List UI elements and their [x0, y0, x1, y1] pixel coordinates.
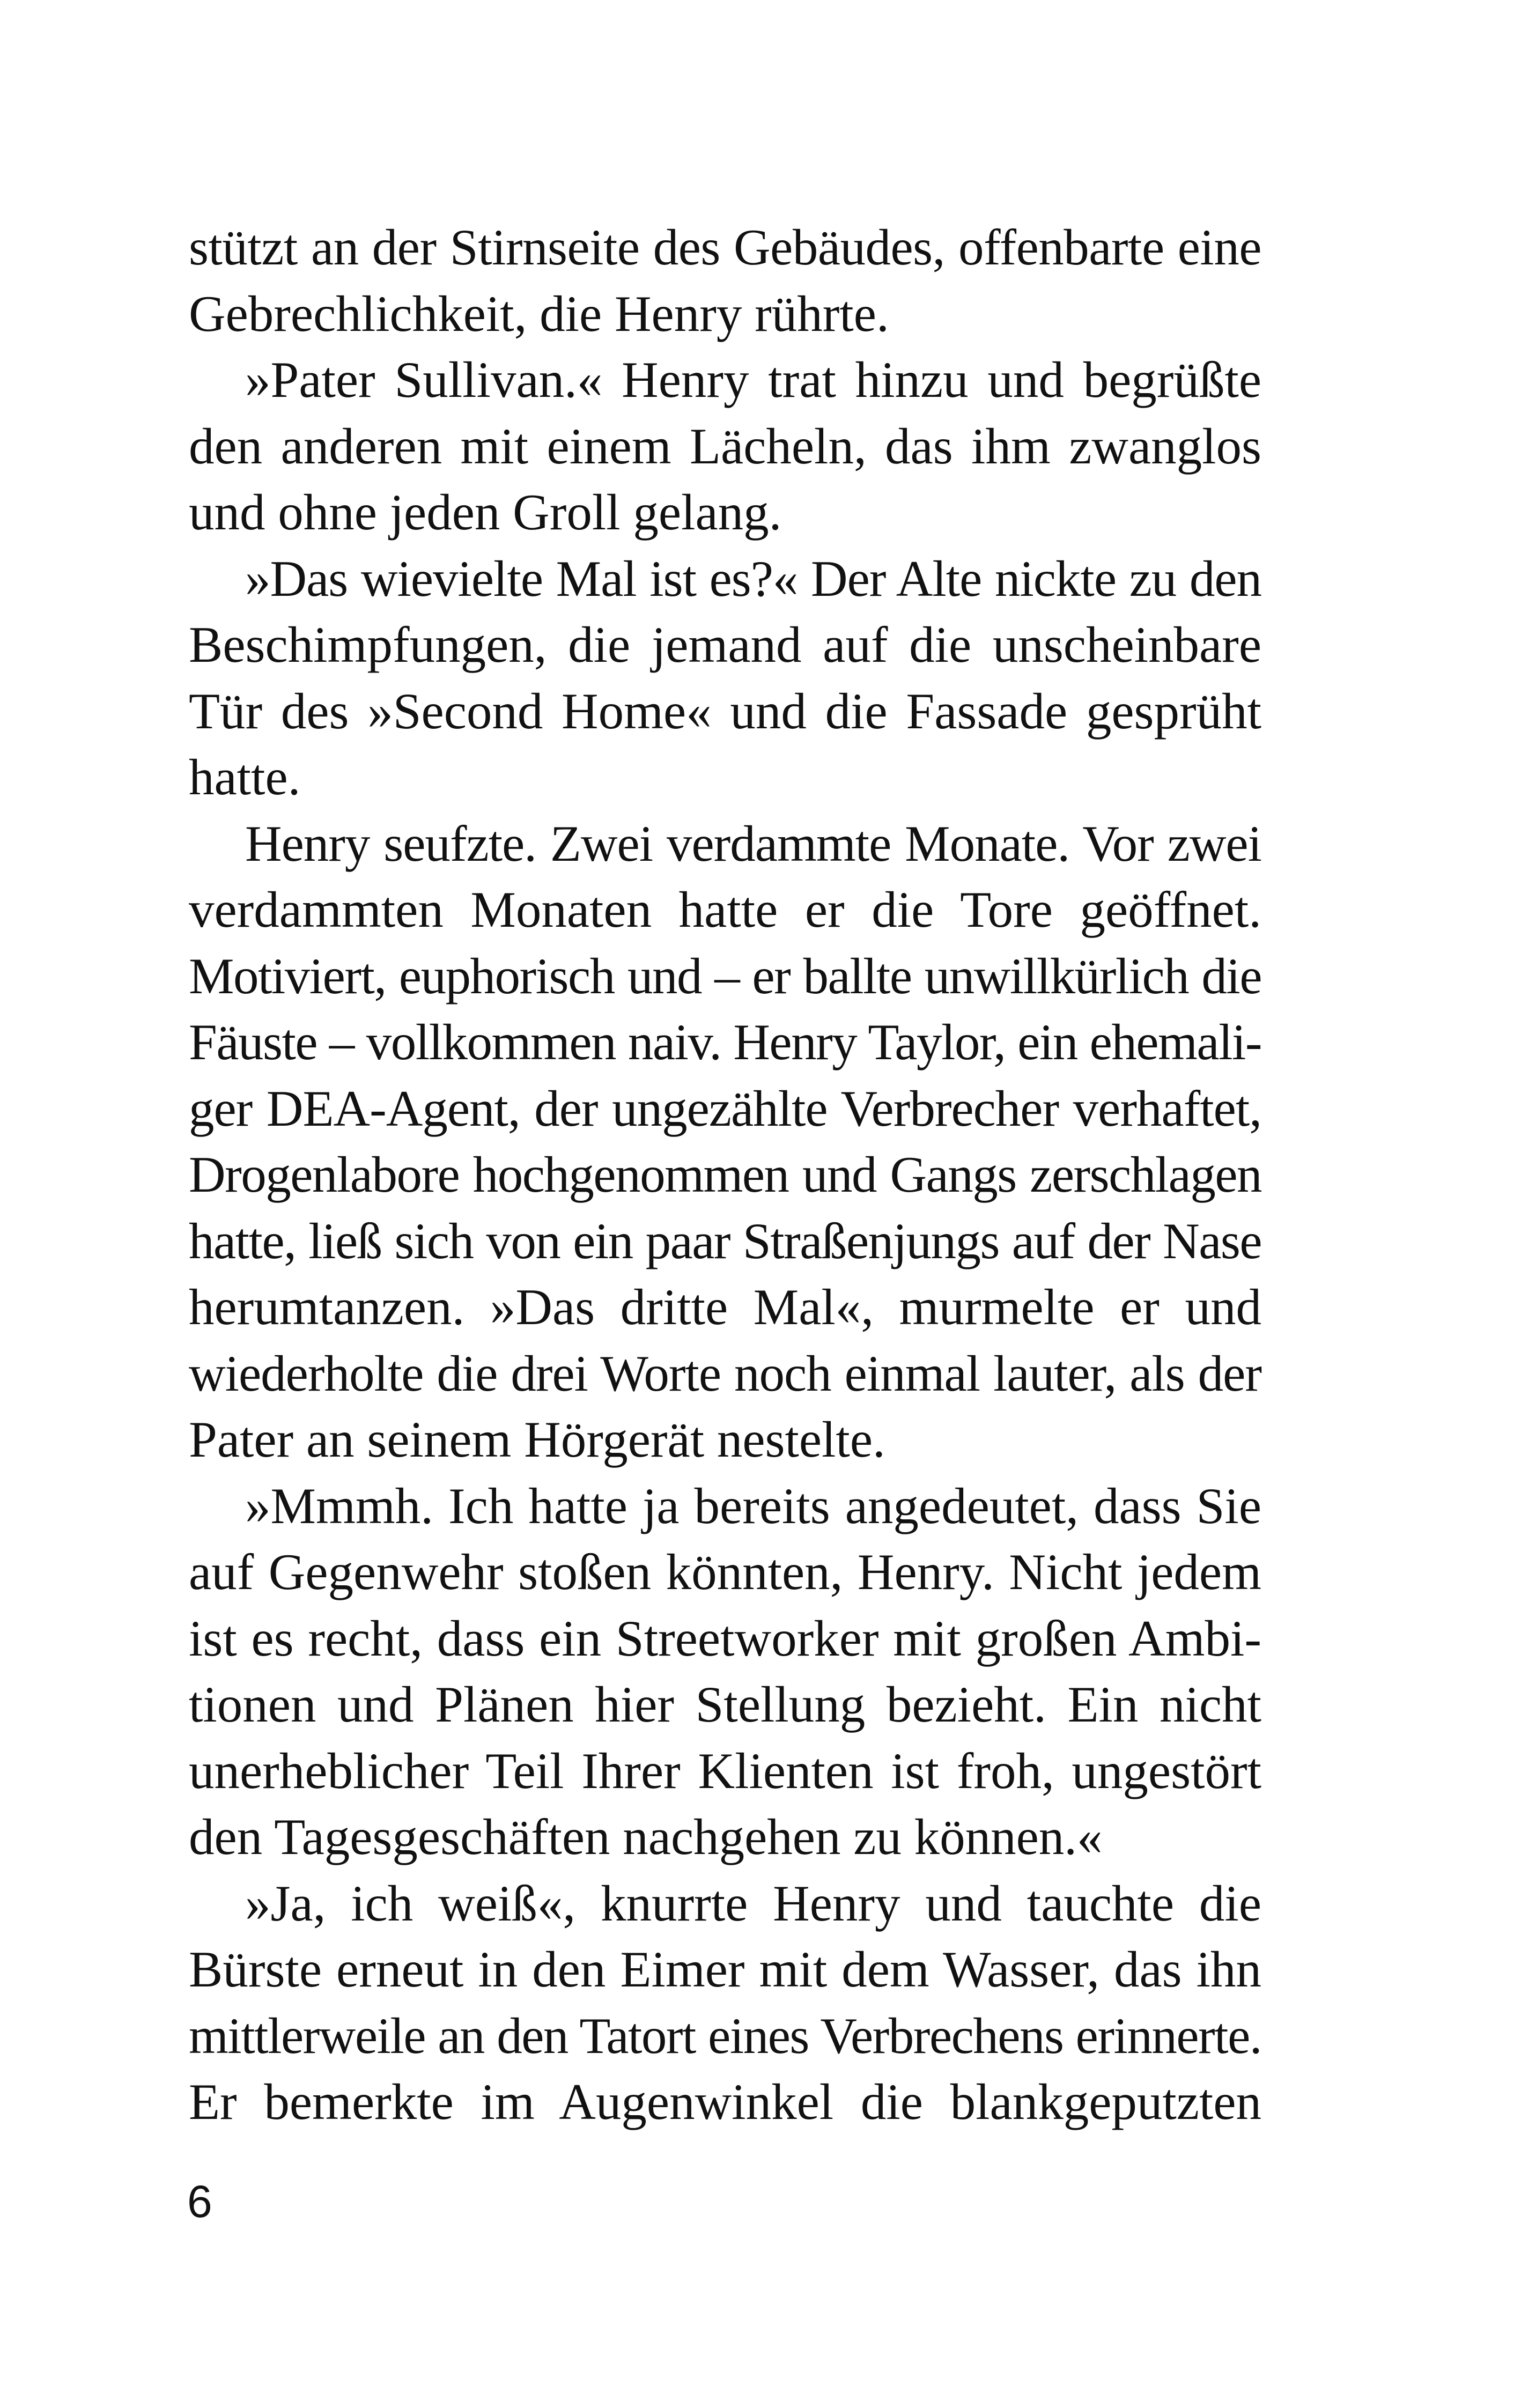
text-line: Motiviert, euphorisch und – er ballte unwillkürlich die	[189, 947, 1261, 1004]
text-line: wiederholte die drei Worte noch einmal lauter, als der	[189, 1345, 1261, 1402]
text-line: »Ja, ich weiß«, knurrte Henry und tauchte die	[245, 1874, 1261, 1932]
text-line: Drogenlabore hochgenommen und Gangs zerschlagen	[189, 1146, 1261, 1203]
text-line: hatte, ließ sich von ein paar Straßenjungs auf der Nase	[189, 1212, 1261, 1269]
text-line: Pater an seinem Hörgerät nestelte.	[189, 1411, 885, 1468]
text-line: Gebrechlichkeit, die Henry rührte.	[189, 285, 889, 342]
text-line: hatte.	[189, 749, 301, 806]
text-line: »Das wievielte Mal ist es?« Der Alte nickte zu den	[245, 550, 1261, 607]
text-line: mittlerweile an den Tatort eines Verbrechens erinnerte.	[189, 2007, 1261, 2064]
text-line: ist es recht, dass ein Streetworker mit großen Ambi-	[189, 1609, 1261, 1667]
text-line: Fäuste – vollkommen naiv. Henry Taylor, ein ehemali-	[189, 1014, 1261, 1070]
text-line: unerheblicher Teil Ihrer Klienten ist froh, ungestört	[189, 1742, 1261, 1799]
text-line: ger DEA-Agent, der ungezählte Verbrecher verhaftet,	[189, 1080, 1261, 1137]
text-line: »Pater Sullivan.« Henry trat hinzu und begrüßte	[245, 351, 1261, 408]
text-line: tionen und Plänen hier Stellung bezieht. Ein nicht	[189, 1676, 1261, 1733]
text-line: Bürste erneut in den Eimer mit dem Wasser, das ihn	[189, 1941, 1261, 1998]
text-line: verdammten Monaten hatte er die Tore geöffnet.	[189, 881, 1261, 938]
text-line: Er bemerkte im Augenwinkel die blankgeputzten	[189, 2073, 1261, 2130]
text-line: Henry seufzte. Zwei verdammte Monate. Vor zwei	[245, 815, 1261, 872]
text-line: und ohne jeden Groll gelang.	[189, 484, 782, 541]
text-line: Tür des »Second Home« und die Fassade gesprüht	[189, 682, 1261, 740]
text-line: »Mmmh. Ich hatte ja bereits angedeutet, dass Sie	[245, 1477, 1261, 1534]
text-line: den anderen mit einem Lächeln, das ihm zwanglos	[189, 417, 1261, 475]
text-line: stützt an der Stirnseite des Gebäudes, offenbarte eine	[189, 219, 1261, 276]
text-line: auf Gegenwehr stoßen könnten, Henry. Nicht jedem	[189, 1543, 1261, 1600]
body-text	[189, 215, 1261, 2136]
text-line: den Tagesgeschäften nachgehen zu können.«	[189, 1808, 1103, 1865]
text-line: Beschimpfungen, die jemand auf die unscheinbare	[189, 616, 1261, 673]
page-number: 6	[187, 2176, 212, 2227]
text-line: herumtanzen. »Das dritte Mal«, murmelte er und	[189, 1279, 1261, 1335]
